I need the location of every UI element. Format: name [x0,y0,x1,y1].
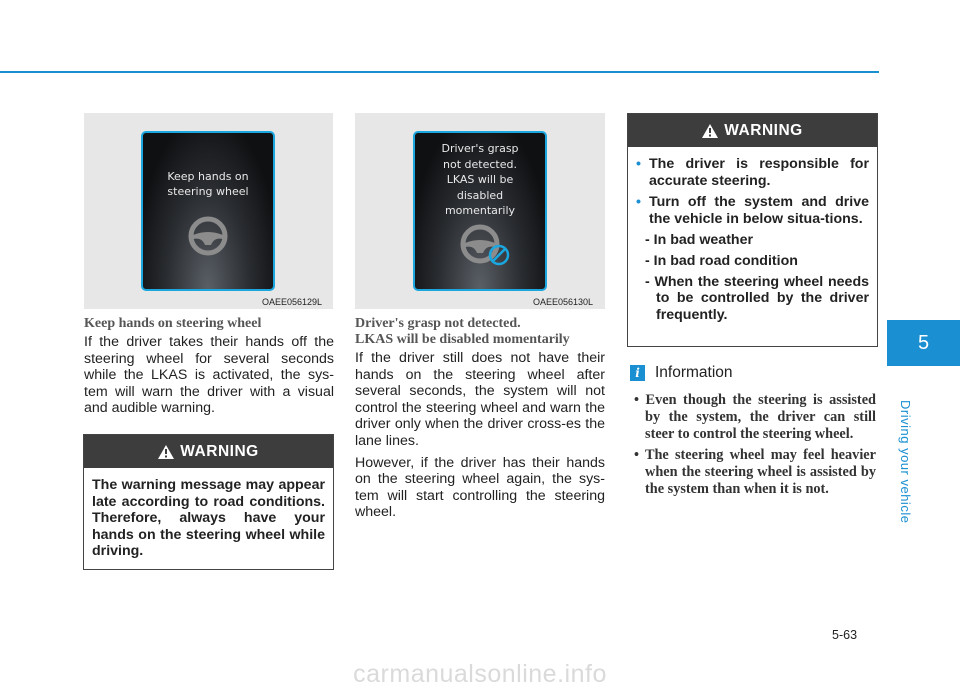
body-paragraph: If the driver still does not have their hands on the steering wheel after several seconds, the system will not control the steering wheel and warn the driver only when the driver cross-es the lane lines. [355,350,605,449]
heading-line: Driver's grasp not detected. [355,316,521,331]
figure-keep-hands [84,113,333,309]
section-heading: Keep hands on steering wheel [84,316,262,331]
warning-triangle-icon [702,124,718,138]
warning-bullet [636,156,869,189]
warning-box [83,434,334,570]
cluster-screen [141,131,275,291]
page-number: 5-63 [832,628,858,642]
bullet-dot-icon: • [636,194,641,211]
chapter-tab: 5 [887,320,960,366]
information-list [627,392,876,502]
screen-message: Driver's grasp not detected. LKAS will be disabled momentarily [441,142,519,217]
section-title: Driving your vehicle [898,400,913,524]
figure-grasp-not-detected [355,113,605,309]
warning-bullet [636,194,869,227]
warning-content [628,147,877,323]
body-paragraph: If the driver takes their hands off the steering wheel for several seconds while the LKAS is activated, the sys-tem will warn the driver with a visual and audible warning. [84,334,334,417]
information-item: • Even though the steering is assisted by the system, the driver can still steer to control the steering wheel. [634,392,876,442]
warning-header [628,114,877,147]
warning-sub-item: - In bad weather [645,232,753,249]
bullet-text: Turn off the system and drive the vehicle in below situa-tions. [649,194,869,227]
warning-header [84,435,333,468]
info-icon: i [630,365,645,381]
bullet-text: The driver is responsible for accurate steering. [649,156,869,189]
information-header [630,364,733,382]
figure-caption: OAEE056129L [262,297,323,307]
warning-box [627,113,878,347]
warning-label: WARNING [180,442,259,460]
warning-sub-item: - When the steering wheel needs to be controlled by the driver frequently. [645,273,869,323]
steering-wheel-disabled-icon [459,223,511,267]
section-heading [355,316,605,348]
body-paragraph: However, if the driver has their hands on the steering wheel again, the sys-tem will start controlling the steering wheel. [355,454,605,521]
cluster-screen [413,131,547,291]
figure-caption: OAEE056130L [533,297,594,307]
steering-wheel-icon [187,215,229,257]
warning-triangle-icon [158,445,174,459]
warning-sub-item: - In bad road condition [645,252,798,269]
warning-label: WARNING [724,121,803,139]
bullet-dot-icon: • [636,156,641,172]
information-item: • The steering wheel may feel heavier when the steering wheel is assisted by the system than when it is not. [634,447,876,497]
information-title: Information [655,364,733,381]
screen-message: Keep hands on steering wheel [167,170,249,198]
watermark: carmanualsonline.info [353,660,607,688]
warning-text: The warning message may appear late according to road conditions. Therefore, always have your hands on the steering wheel while driving. [92,477,325,560]
body-text [355,350,605,521]
heading-line: LKAS will be disabled momentarily [355,332,570,347]
header-rule [0,71,879,73]
